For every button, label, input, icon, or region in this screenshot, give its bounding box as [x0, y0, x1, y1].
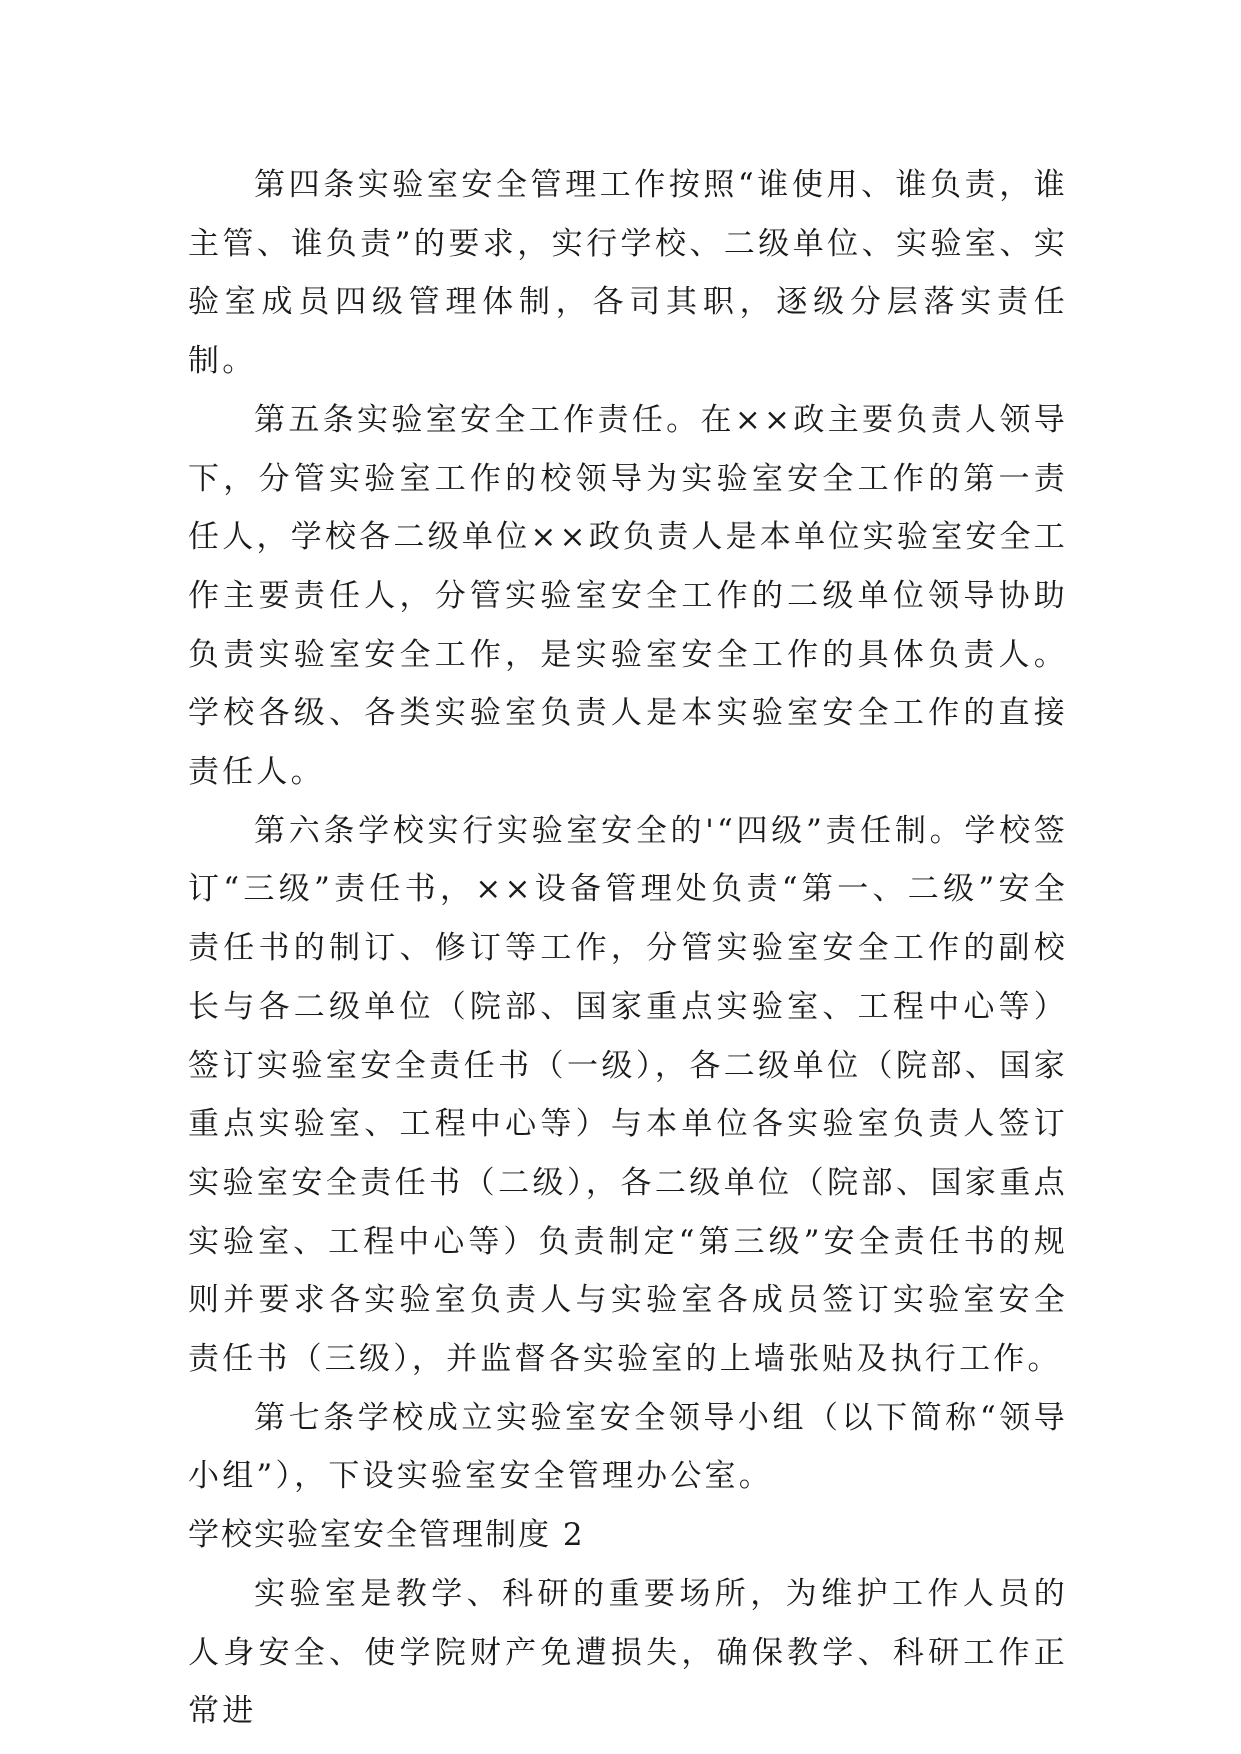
- intro-paragraph: 实验室是教学、科研的重要场所，为维护工作人员的人身安全、使学院财产免遭损失，确保教学、科研工作正常进: [188, 1575, 1068, 1730]
- article-7-paragraph: 第七条学校成立实验室安全领导小组（以下简称“领导小组”），下设实验室安全管理办公室。: [188, 1399, 1068, 1495]
- article-6-paragraph: 第六条学校实行实验室安全的'“四级”责任制。学校签订“三级”责任书，××设备管理处负责“第一、二级”安全责任书的制订、修订等工作，分管实验室安全工作的副校长与各二级单位（院部、国家重点实验室、工程中心等）签订实验室安全责任书（一级），各二级单位（院部、国家重点实验室、工程中心等）与本单位各实验室负责人签订实验室安全责任书（二级），各二级单位（院部、国家重点实验室、工程中心等）负责制定“第三级”安全责任书的规则并要求各实验室负责人与实验室各成员签订实验室安全责任书（三级），并监督各实验室的上墙张贴及执行工作。: [188, 812, 1068, 1378]
- article-4-paragraph: 第四条实验室安全管理工作按照“谁使用、谁负责，谁主管、谁负责”的要求，实行学校、二级单位、实验室、实验室成员四级管理体制，各司其职，逐级分层落实责任制。: [188, 167, 1068, 380]
- document-body: [188, 156, 1068, 1741]
- article-5-paragraph: 第五条实验室安全工作责任。在××政主要负责人领导下，分管实验室工作的校领导为实验室安全工作的第一责任人，学校各二级单位××政负责人是本单位实验室安全工作主要责任人，分管实验室安全工作的二级单位领导协助负责实验室安全工作，是实验室安全工作的具体负责人。学校各级、各类实验室负责人是本实验室安全工作的直接责任人。: [188, 401, 1068, 791]
- section-heading: 学校实验室安全管理制度 2: [188, 1517, 585, 1554]
